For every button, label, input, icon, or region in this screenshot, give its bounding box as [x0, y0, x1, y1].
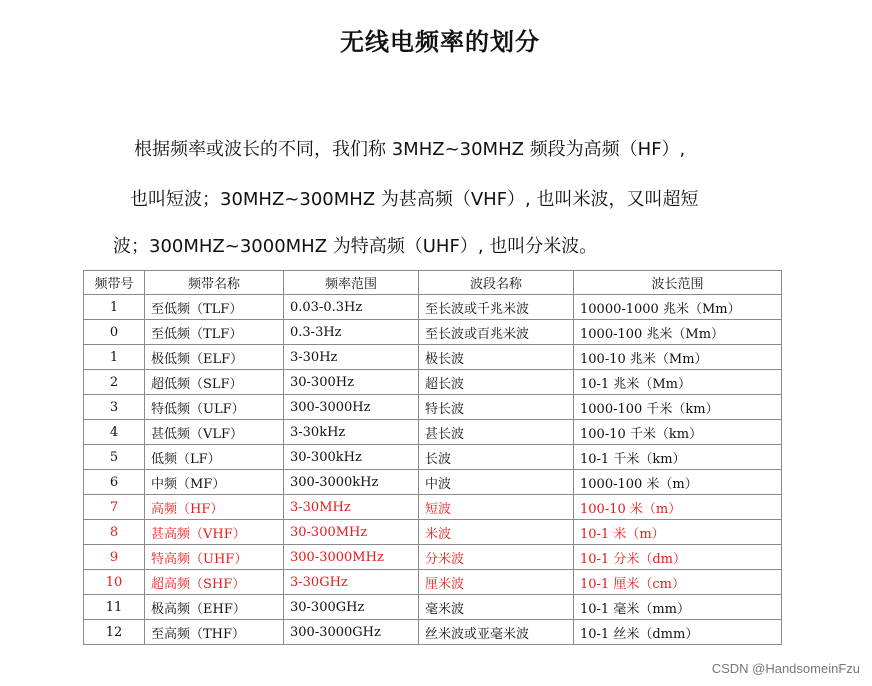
cell-wave-name: 分米波	[419, 545, 574, 570]
cell-band-number: 1	[84, 295, 145, 320]
cell-band-name: 至低频（TLF）	[145, 320, 284, 345]
cell-frequency-range: 0.03-0.3Hz	[284, 295, 419, 320]
paragraph-line-1: 根据频率或波长的不同，我们称 3MHZ~30MHZ 频段为高频（HF）,	[134, 139, 686, 160]
cell-band-number: 10	[84, 570, 145, 595]
table-header-row	[84, 271, 782, 295]
cell-band-number: 1	[84, 345, 145, 370]
cell-band-number: 8	[84, 520, 145, 545]
table-row	[84, 545, 782, 570]
cell-band-name: 超高频（SHF）	[145, 570, 284, 595]
cell-band-number: 6	[84, 470, 145, 495]
header-band-name: 频带名称	[145, 271, 284, 295]
cell-band-number: 9	[84, 545, 145, 570]
cell-band-number: 4	[84, 420, 145, 445]
cell-band-name: 至低频（TLF）	[145, 295, 284, 320]
page-title: 无线电频率的划分	[340, 28, 540, 56]
cell-wave-name: 极长波	[419, 345, 574, 370]
cell-wave-name: 毫米波	[419, 595, 574, 620]
cell-band-name: 超低频（SLF）	[145, 370, 284, 395]
cell-wave-name: 丝米波或亚毫米波	[419, 620, 574, 645]
cell-wave-name: 超长波	[419, 370, 574, 395]
table-row	[84, 295, 782, 320]
cell-wave-name: 米波	[419, 520, 574, 545]
header-frequency-range: 频率范围	[284, 271, 419, 295]
cell-band-name: 甚低频（VLF）	[145, 420, 284, 445]
table-row	[84, 370, 782, 395]
cell-wave-name: 特长波	[419, 395, 574, 420]
cell-wavelength-range: 1000-100 千米（km）	[574, 395, 782, 420]
cell-wavelength-range: 1000-100 米（m）	[574, 470, 782, 495]
cell-wave-name: 中波	[419, 470, 574, 495]
cell-band-number: 12	[84, 620, 145, 645]
cell-wavelength-range: 10-1 毫米（mm）	[574, 595, 782, 620]
cell-band-number: 5	[84, 445, 145, 470]
cell-wavelength-range: 10-1 分米（dm）	[574, 545, 782, 570]
table-row	[84, 520, 782, 545]
frequency-band-table	[83, 270, 782, 645]
cell-frequency-range: 0.3-3Hz	[284, 320, 419, 345]
table-row	[84, 495, 782, 520]
cell-frequency-range: 30-300kHz	[284, 445, 419, 470]
cell-band-name: 极低频（ELF）	[145, 345, 284, 370]
table-row	[84, 395, 782, 420]
cell-frequency-range: 3-30Hz	[284, 345, 419, 370]
cell-band-name: 特低频（ULF）	[145, 395, 284, 420]
cell-wavelength-range: 10-1 兆米（Mm）	[574, 370, 782, 395]
cell-frequency-range: 3-30GHz	[284, 570, 419, 595]
cell-frequency-range: 30-300MHz	[284, 520, 419, 545]
table-row	[84, 470, 782, 495]
paragraph-line-2: 也叫短波；30MHZ~300MHZ 为甚高频（VHF）, 也叫米波，又叫超短	[130, 189, 699, 210]
cell-frequency-range: 3-30kHz	[284, 420, 419, 445]
table-row	[84, 570, 782, 595]
table-row	[84, 420, 782, 445]
cell-band-number: 11	[84, 595, 145, 620]
cell-frequency-range: 300-3000Hz	[284, 395, 419, 420]
paragraph-line-3: 波；300MHZ~3000MHZ 为特高频（UHF）, 也叫分米波。	[113, 236, 598, 257]
cell-frequency-range: 300-3000kHz	[284, 470, 419, 495]
cell-wavelength-range: 100-10 米（m）	[574, 495, 782, 520]
cell-band-name: 甚高频（VHF）	[145, 520, 284, 545]
cell-frequency-range: 300-3000MHz	[284, 545, 419, 570]
header-wavelength-range: 波长范围	[574, 271, 782, 295]
watermark: CSDN @HandsomeinFzu	[711, 661, 860, 676]
cell-wave-name: 短波	[419, 495, 574, 520]
cell-band-name: 中频（MF）	[145, 470, 284, 495]
cell-wave-name: 至长波或百兆米波	[419, 320, 574, 345]
cell-wavelength-range: 100-10 兆米（Mm）	[574, 345, 782, 370]
table-row	[84, 320, 782, 345]
cell-wavelength-range: 10-1 米（m）	[574, 520, 782, 545]
cell-wavelength-range: 10-1 千米（km）	[574, 445, 782, 470]
table-row	[84, 595, 782, 620]
cell-band-name: 特高频（UHF）	[145, 545, 284, 570]
cell-wavelength-range: 10-1 丝米（dmm）	[574, 620, 782, 645]
table-row	[84, 345, 782, 370]
table-row	[84, 445, 782, 470]
cell-band-number: 7	[84, 495, 145, 520]
header-band-number: 频带号	[84, 271, 145, 295]
cell-band-name: 至高频（THF）	[145, 620, 284, 645]
cell-frequency-range: 30-300Hz	[284, 370, 419, 395]
cell-frequency-range: 3-30MHz	[284, 495, 419, 520]
table-row	[84, 620, 782, 645]
cell-band-name: 低频（LF）	[145, 445, 284, 470]
cell-wavelength-range: 100-10 千米（km）	[574, 420, 782, 445]
cell-band-number: 0	[84, 320, 145, 345]
cell-band-number: 2	[84, 370, 145, 395]
cell-wave-name: 长波	[419, 445, 574, 470]
cell-wavelength-range: 1000-100 兆米（Mm）	[574, 320, 782, 345]
cell-band-name: 极高频（EHF）	[145, 595, 284, 620]
cell-band-number: 3	[84, 395, 145, 420]
cell-frequency-range: 30-300GHz	[284, 595, 419, 620]
cell-wavelength-range: 10000-1000 兆米（Mm）	[574, 295, 782, 320]
cell-frequency-range: 300-3000GHz	[284, 620, 419, 645]
cell-wavelength-range: 10-1 厘米（cm）	[574, 570, 782, 595]
cell-band-name: 高频（HF）	[145, 495, 284, 520]
cell-wave-name: 至长波或千兆米波	[419, 295, 574, 320]
cell-wave-name: 甚长波	[419, 420, 574, 445]
header-wave-name: 波段名称	[419, 271, 574, 295]
cell-wave-name: 厘米波	[419, 570, 574, 595]
